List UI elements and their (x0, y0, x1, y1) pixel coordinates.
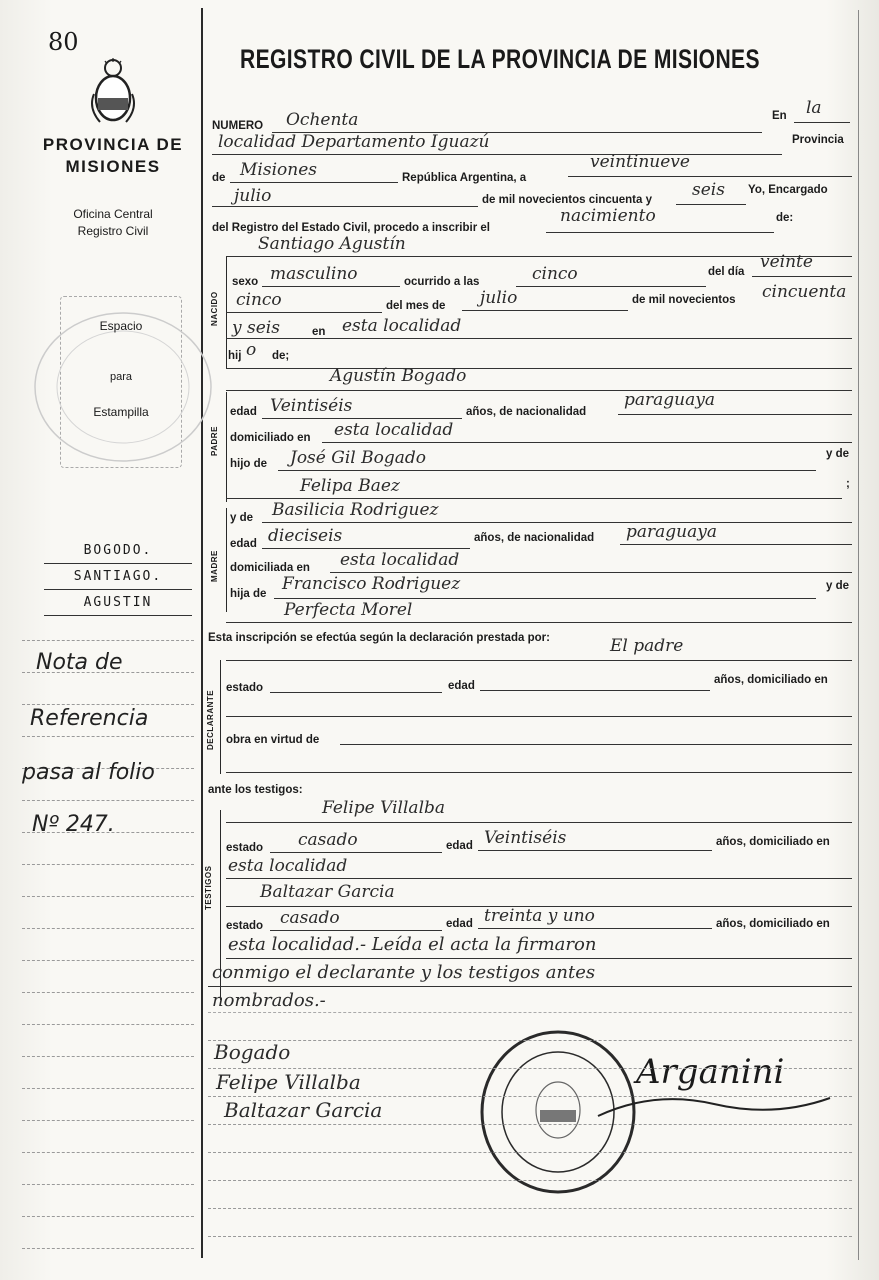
madre-y-de-label: y de (230, 512, 254, 524)
madre-domicilio: esta localidad (340, 550, 460, 570)
abuelo-paterno: José Gil Bogado (290, 448, 426, 468)
margin-note-line3: pasa al folio (22, 760, 155, 785)
padre-domicilio: esta localidad (334, 420, 454, 440)
testigo1-edad-label: edad (446, 840, 473, 852)
nac-mes-value: julio (480, 288, 518, 308)
province-name-line1: PROVINCIA DE (42, 135, 184, 154)
testigo1-domicilio: esta localidad (228, 856, 348, 876)
madre-nombre: Basilicia Rodriguez (272, 500, 439, 520)
localidad-value: localidad Departamento Iguazú (218, 132, 490, 152)
padre-bracket (226, 392, 227, 502)
year-label: de mil novecientos cincuenta y (482, 194, 652, 206)
cierre-linea2: nombrados.- (212, 990, 326, 1011)
padre-edad: Veintiséis (270, 396, 353, 416)
numero-value: Ochenta (286, 110, 359, 130)
testigos-label: ante los testigos: (208, 784, 303, 796)
declarante-estado-label: estado (226, 682, 264, 694)
acto-value: nacimiento (560, 206, 656, 226)
margin-note-line2: Referencia (30, 706, 149, 731)
testigo2-nombre: Baltazar Garcia (260, 882, 395, 902)
en-label2: en (312, 326, 326, 338)
domiciliado-label: domiciliado en (230, 432, 311, 444)
registro-label: del Registro del Estado Civil, procedo a inscribir el (212, 222, 490, 234)
stamp-box-line2: para (109, 371, 133, 383)
signature-flourish (594, 1086, 834, 1126)
anos-nacionalidad-label: años, de nacionalidad (466, 406, 587, 418)
del-dia-label: del día (708, 266, 745, 278)
madre-side-label: MADRE (210, 550, 219, 582)
abuelo-materno: Francisco Rodriguez (282, 574, 461, 594)
stamp-box-line3: Estampilla (93, 405, 149, 419)
testigo2-edad: treinta y uno (484, 906, 595, 926)
testigo2-estado-label: estado (226, 920, 264, 932)
hora-value: cinco (532, 264, 578, 284)
testigo1-nombre: Felipe Villalba (322, 798, 446, 818)
hijo-label: hij (228, 350, 242, 362)
testigo1-edad: Veintiséis (484, 828, 567, 848)
stamp-box (60, 296, 182, 468)
en-value: la (806, 98, 822, 118)
nombre-nacido: Santiago Agustín (258, 234, 406, 254)
semicolon-mark: ; (846, 478, 850, 490)
form-left-border (201, 8, 203, 1258)
madre-nacionalidad: paraguaya (626, 522, 717, 542)
declaracion-label: Esta inscripción se efectúa según la declaración prestada por: (208, 632, 550, 644)
madre-y-de-label2: y de (826, 580, 850, 592)
testigo2-estado: casado (280, 908, 340, 928)
margin-middle-name: AGUSTIN (44, 590, 192, 616)
de-colon-label: de: (776, 212, 794, 224)
testigos-side-label: TESTIGOS (204, 865, 213, 910)
stamp-box-line1: Espacio (99, 319, 143, 333)
nacido-side-label: NACIDO (210, 291, 219, 326)
sexo-label: sexo (232, 276, 259, 288)
office-line1: Oficina Central (73, 207, 153, 221)
province-name-line2: MISIONES (65, 157, 161, 176)
testigo1-anos-dom-label: años, domiciliado en (716, 836, 830, 848)
madre-edad-label: edad (230, 538, 257, 550)
testigo2-domicilio-cierre: esta localidad.- Leída el acta la firmaron (228, 934, 597, 955)
testigo2-edad-label: edad (446, 918, 473, 930)
mil-label: de mil novecientos (632, 294, 736, 306)
padre-side-label: PADRE (210, 426, 219, 456)
fecha-dia-value: veintinueve (590, 152, 690, 172)
form-right-border (858, 10, 859, 1260)
signature-witness2: Baltazar Garcia (224, 1098, 383, 1122)
nac-dia-value2: cinco (236, 290, 282, 310)
abuela-materna: Perfecta Morel (284, 600, 413, 620)
abuela-paterna: Felipa Baez (300, 476, 400, 496)
fecha-mes-value: julio (234, 186, 272, 206)
madre-edad: dieciseis (268, 526, 343, 546)
provincia-value: Misiones (240, 160, 317, 180)
del-mes-label: del mes de (386, 300, 446, 312)
margin-note-line4: Nº 247. (32, 812, 115, 837)
sexo-value: masculino (270, 264, 358, 284)
signature-witness1: Felipe Villalba (216, 1070, 361, 1094)
edad-label: edad (230, 406, 257, 418)
declarante-bracket (220, 660, 221, 774)
testigo1-estado: casado (298, 830, 358, 850)
testigo2-anos-dom-label: años, domiciliado en (716, 918, 830, 930)
margin-surname: BOGODO. (44, 538, 192, 564)
obra-label: obra en virtud de (226, 734, 320, 746)
nac-dia-value: veinte (760, 252, 813, 272)
republica-label: República Argentina, a (402, 172, 527, 184)
de-label2: de; (272, 350, 290, 362)
hija-de-label: hija de (230, 588, 267, 600)
margin-note-line1: Nota de (36, 650, 123, 675)
hijo-value: o (246, 340, 257, 360)
lugar-value: esta localidad (342, 316, 462, 336)
ocurrido-label: ocurrido a las (404, 276, 480, 288)
nac-year-value: cincuenta (762, 282, 847, 302)
padre-nacionalidad: paraguaya (624, 390, 715, 410)
en-label: En (772, 110, 787, 122)
signature-father: Bogado (214, 1040, 291, 1064)
madre-bracket (226, 508, 227, 612)
provincia-label: Provincia (792, 134, 844, 146)
declarante-edad-label: edad (448, 680, 475, 692)
declarante-side-label: DECLARANTE (206, 689, 215, 750)
y-de-label: y de (826, 448, 850, 460)
domiciliada-label: domiciliada en (230, 562, 310, 574)
declarante-value: El padre (610, 636, 684, 656)
hijo-de-label: hijo de (230, 458, 268, 470)
official-signature: Arganini (636, 1052, 785, 1092)
declarante-anos-dom-label: años, domiciliado en (714, 674, 828, 686)
testigo1-estado-label: estado (226, 842, 264, 854)
de-label: de (212, 172, 226, 184)
nac-year-value2: y seis (232, 318, 280, 338)
padre-nombre: Agustín Bogado (330, 366, 467, 386)
office-line2: Registro Civil (77, 224, 149, 238)
cierre-linea1: conmigo el declarante y los testigos antes (212, 962, 596, 983)
folio-number: 80 (48, 28, 79, 56)
margin-first-name: SANTIAGO. (44, 564, 192, 590)
document-title: REGISTRO CIVIL DE LA PROVINCIA DE MISIONES (240, 44, 760, 74)
numero-label: NUMERO (212, 120, 264, 132)
year-value: seis (692, 180, 725, 200)
encargado-label: Yo, Encargado (748, 184, 828, 196)
coat-of-arms-emblem (86, 58, 140, 128)
madre-anos-nacionalidad-label: años, de nacionalidad (474, 532, 595, 544)
